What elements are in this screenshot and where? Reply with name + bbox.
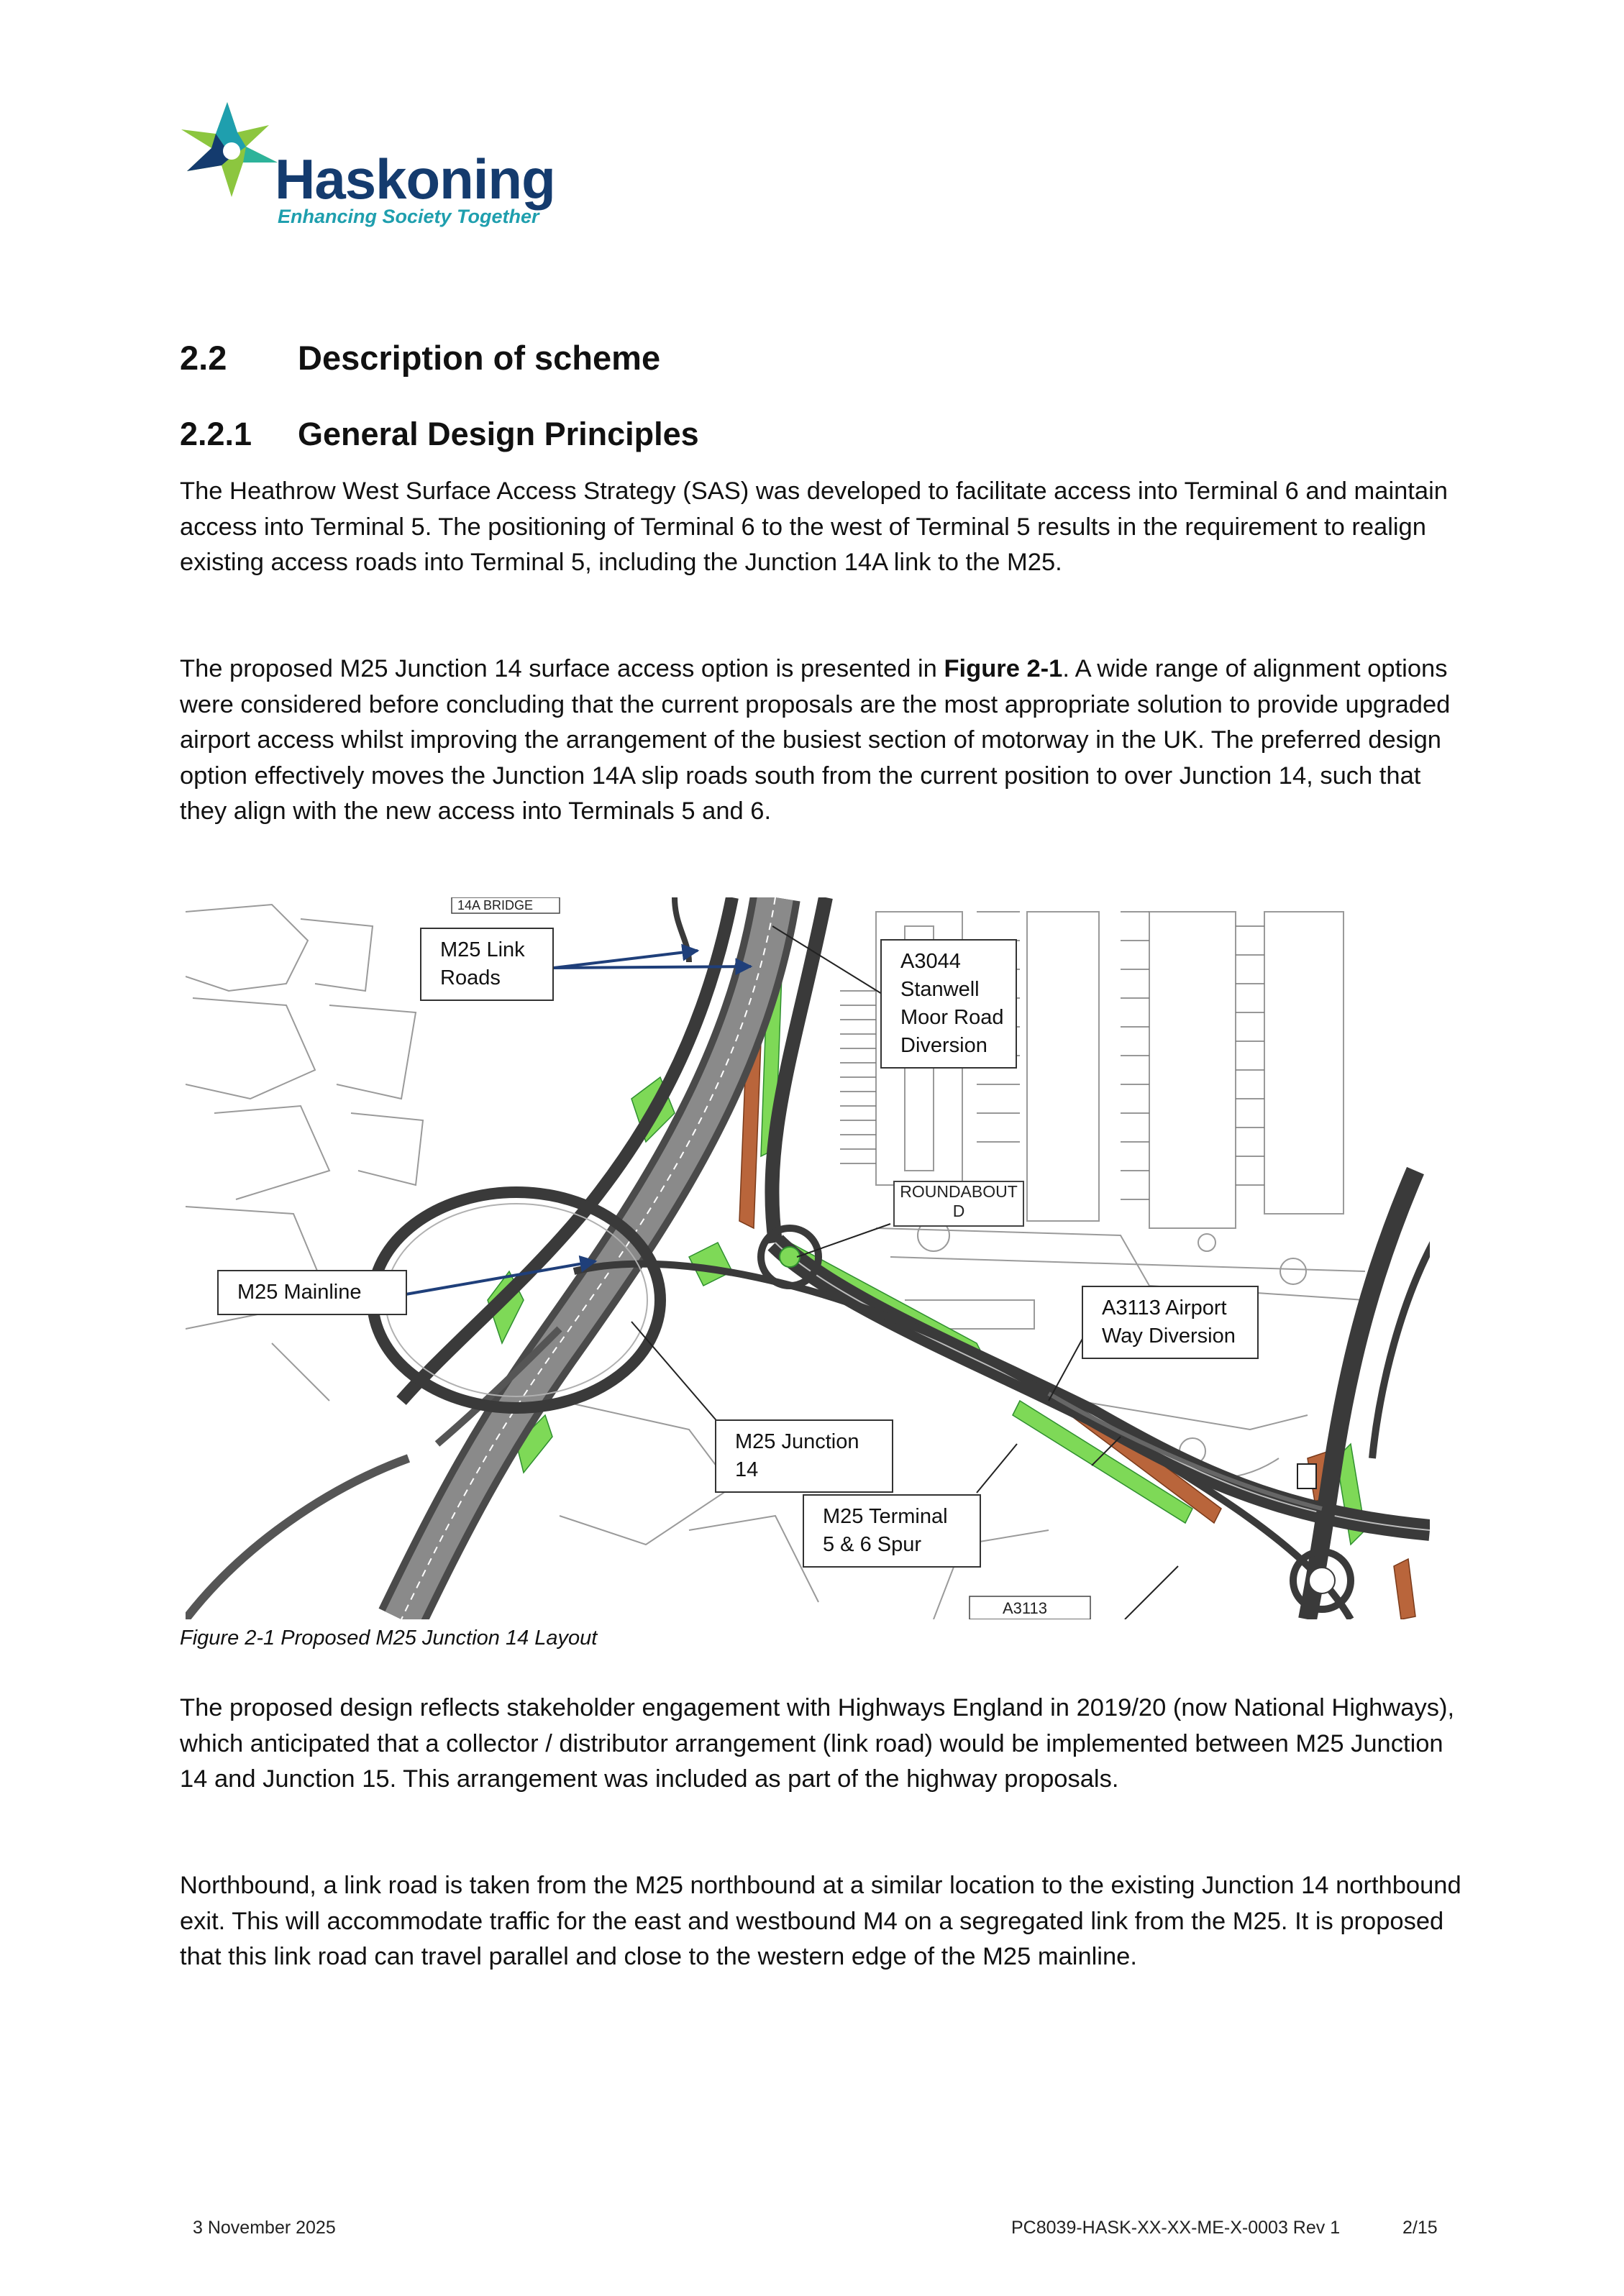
footer-date: 3 November 2025: [193, 2218, 336, 2238]
logo-star-icon: [177, 96, 285, 204]
callout-a3113: [1082, 1286, 1259, 1359]
callout-link-roads-line-2: Roads: [440, 966, 501, 989]
callout-junction-14-line-2: 14: [735, 1458, 759, 1481]
paragraph-2-text-b: . A wide range of alignment options were considered before concluding that the current proposals are the most appropriate solution to provide upgraded airport access whilst improving the arrangement of the busiest section of motorway in the UK. The preferred design option effectively moves the Junction 14A slip roads south from the current position to over Junction 14, such that they align with the new access into Terminals 5 and 6.: [180, 655, 1451, 825]
callout-junction-14-line-1: M25 Junction: [735, 1430, 859, 1453]
callout-a3044-line-4: Diversion: [900, 1034, 987, 1057]
roundabout-d-label: [893, 1181, 1024, 1227]
callout-a3044-line-3: Moor Road: [900, 1006, 1004, 1029]
roundabout-d-island: [780, 1247, 800, 1267]
callout-spur: [803, 1494, 981, 1568]
callout-link-roads: [420, 928, 554, 1001]
paragraph-2: [180, 651, 1467, 830]
callout-link-roads-line-1: M25 Link: [440, 938, 525, 961]
callout-a3044-line-1: A3044: [900, 950, 961, 973]
section-title: Description of scheme: [298, 339, 661, 377]
footer-document-reference: PC8039-HASK-XX-XX-ME-X-0003 Rev 1: [1011, 2218, 1341, 2238]
roundabout-label-line-1: ROUNDABOUT: [900, 1182, 1018, 1201]
haskoning-logo: [177, 96, 555, 240]
logo-tagline: Enhancing Society Together: [278, 206, 539, 227]
callout-mainline-line-1: M25 Mainline: [237, 1281, 362, 1304]
paragraph-2-text-a: The proposed M25 Junction 14 surface access option is presented in: [180, 655, 944, 682]
footer-page-number: 2/15: [1402, 2218, 1438, 2238]
bridge-label: 14A BRIDGE: [457, 898, 534, 913]
roundabout-label-line-2: D: [952, 1202, 965, 1220]
structure-box: [1297, 1464, 1316, 1488]
callout-spur-line-1: M25 Terminal: [823, 1505, 948, 1528]
subsection-title: General Design Principles: [298, 416, 699, 452]
figure-caption: Figure 2-1 Proposed M25 Junction 14 Layout: [180, 1627, 598, 1650]
paragraph-3: The proposed design reflects stakeholder engagement with Highways England in 2019/20 (now National Highways), which anticipated that a collector / distributor arrangement (link road) would be implemented between M25 Junction 14 and Junction 15. This arrangement was included as part of the highway proposals.: [180, 1694, 1455, 1793]
road-label: A3113: [1003, 1599, 1047, 1617]
callout-mainline: [217, 1270, 407, 1315]
paragraph-1: The Heathrow West Surface Access Strategy (SAS) was developed to facilitate access into Terminal 6 and maintain access into Terminal 5. The positioning of Terminal 6 to the west of Terminal 5 results in the requirement to realign existing access roads into Terminal 5, including the Junction 14A link to the M25.: [180, 477, 1448, 576]
callout-a3113-line-2: Way Diversion: [1102, 1325, 1236, 1348]
subsection-number: 2.2.1: [180, 416, 252, 452]
logo-wordmark: Haskoning: [275, 147, 555, 211]
section-number: 2.2: [180, 339, 227, 377]
callout-a3113-line-1: A3113 Airport: [1102, 1296, 1227, 1319]
callout-spur-line-2: 5 & 6 Spur: [823, 1533, 922, 1556]
paragraph-4: Northbound, a link road is taken from the M25 northbound at a similar location to the existing Junction 14 northbound exit. This will accommodate traffic for the east and westbound M4 on a segregated link from the M25. It is proposed that this link road can travel parallel and close to the western edge of the M25 mainline.: [180, 1872, 1461, 1970]
callout-junction-14: [715, 1419, 893, 1493]
callout-a3044: [880, 939, 1017, 1069]
terminal-roundabout-island: [1309, 1568, 1335, 1593]
callout-a3044-line-2: Stanwell: [900, 978, 980, 1001]
junction-layout-figure: [186, 897, 1430, 1619]
figure-reference: Figure 2-1: [944, 655, 1063, 682]
